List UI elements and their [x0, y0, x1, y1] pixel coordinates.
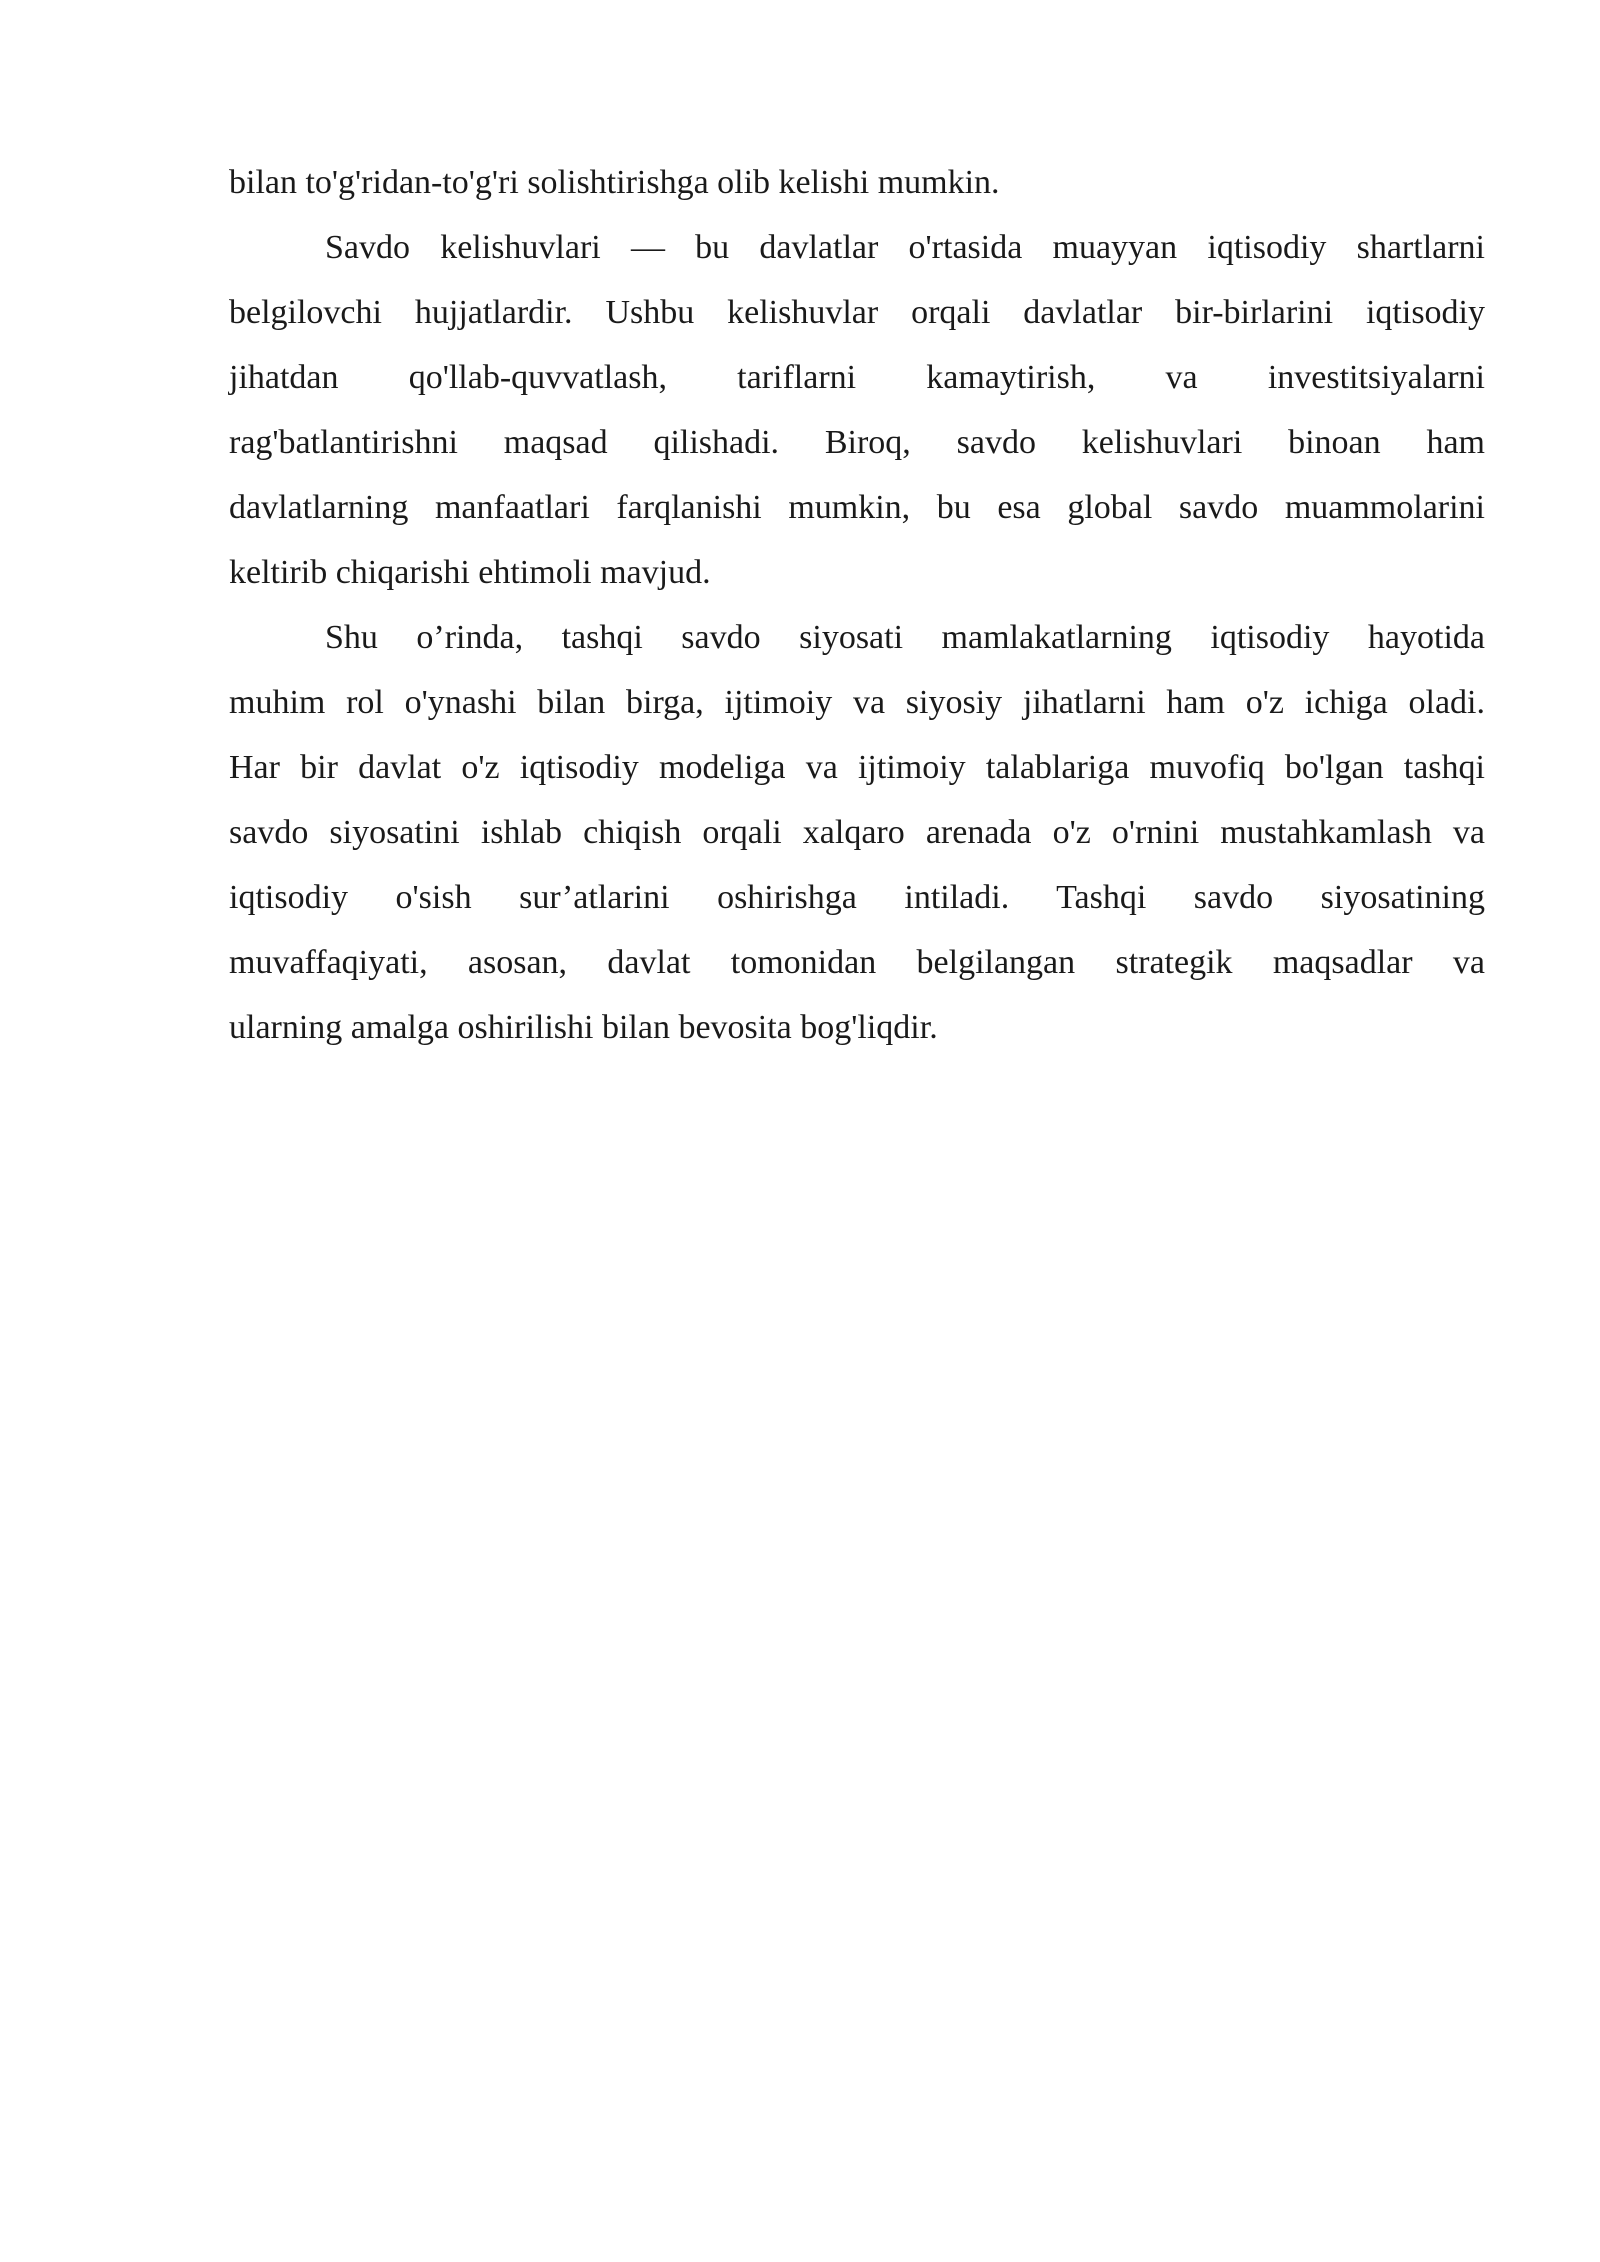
text-line: ularning amalga oshirilishi bilan bevosita bog'liqdir.	[229, 1009, 938, 1046]
text-line: davlatlarning manfaatlari farqlanishi mumkin, bu esa global savdo muammolarini	[229, 489, 1485, 526]
paragraph-trade-agreements	[229, 215, 1485, 605]
text-line: savdo siyosatini ishlab chiqish orqali xalqaro arenada o'z o'rnini mustahkamlash va	[229, 814, 1485, 851]
text-line: bilan to'g'ridan-to'g'ri solishtirishga olib kelishi mumkin.	[229, 164, 1000, 201]
text-line: Har bir davlat o'z iqtisodiy modeliga va ijtimoiy talablariga muvofiq bo'lgan tashqi	[229, 749, 1485, 786]
text-line: jihatdan qo'llab-quvvatlash, tariflarni kamaytirish, va investitsiyalarni	[229, 359, 1485, 396]
text-line: iqtisodiy o'sish sur’atlarini oshirishga intiladi. Tashqi savdo siyosatining	[229, 879, 1485, 916]
paragraph-continuation	[229, 150, 1485, 215]
text-line: keltirib chiqarishi ehtimoli mavjud.	[229, 554, 711, 591]
text-line: muhim rol o'ynashi bilan birga, ijtimoiy va siyosiy jihatlarni ham o'z ichiga oladi.	[229, 684, 1485, 721]
text-line: Shu o’rinda, tashqi savdo siyosati mamlakatlarning iqtisodiy hayotida	[325, 619, 1485, 656]
text-line: rag'batlantirishni maqsad qilishadi. Biroq, savdo kelishuvlari binoan ham	[229, 424, 1485, 461]
text-line: muvaffaqiyati, asosan, davlat tomonidan belgilangan strategik maqsadlar va	[229, 944, 1485, 981]
paragraph-trade-policy	[229, 605, 1485, 1060]
text-line: belgilovchi hujjatlardir. Ushbu kelishuvlar orqali davlatlar bir-birlarini iqtisodiy	[229, 294, 1485, 331]
document-body	[229, 150, 1485, 1060]
text-line: Savdo kelishuvlari — bu davlatlar o'rtasida muayyan iqtisodiy shartlarni	[325, 229, 1485, 266]
